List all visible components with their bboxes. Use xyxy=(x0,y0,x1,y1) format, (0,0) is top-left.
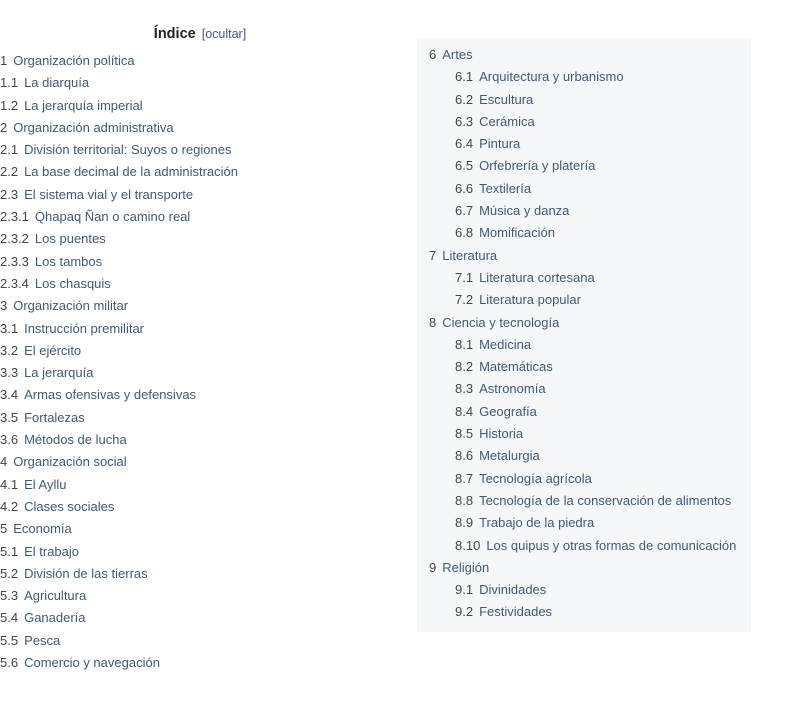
toc-text[interactable]: Instrucción premilitar xyxy=(24,320,145,336)
toc-item[interactable] xyxy=(0,117,400,139)
toc-number: 6.8 xyxy=(455,225,474,241)
toc-text[interactable]: División territorial: Suyos o regiones xyxy=(24,142,232,158)
toc-number: 7.2 xyxy=(455,292,474,308)
toc-link[interactable] xyxy=(0,298,128,313)
toc-number: 8.3 xyxy=(455,381,474,397)
toc-link[interactable] xyxy=(429,248,497,263)
toc-link[interactable] xyxy=(455,69,624,84)
toc-number: 6.3 xyxy=(455,113,474,129)
toc-item[interactable] xyxy=(417,579,751,601)
toc-text[interactable]: Ciencia y tecnología xyxy=(442,314,560,330)
toc-link[interactable] xyxy=(455,604,552,619)
toc-item[interactable] xyxy=(417,535,751,557)
toc-text[interactable]: Los quipus y otras formas de comunicación xyxy=(486,537,737,553)
toc-link[interactable] xyxy=(455,515,594,530)
toc-text[interactable]: Cerámica xyxy=(479,113,535,129)
toc-text[interactable]: Pintura xyxy=(479,136,521,152)
toc-number: 3.3 xyxy=(0,365,19,381)
toc-number: 9 xyxy=(429,559,437,575)
toc-text[interactable]: Medicina xyxy=(479,336,532,352)
toc-number: 8.5 xyxy=(455,426,474,442)
toc-text[interactable]: Literatura popular xyxy=(479,292,581,308)
toc-link[interactable] xyxy=(0,120,174,135)
toc-item[interactable] xyxy=(417,601,751,623)
toc-column-left xyxy=(0,48,400,674)
toc-number: 6.1 xyxy=(455,69,474,85)
toc-item[interactable] xyxy=(0,362,400,384)
toc-link[interactable] xyxy=(455,225,555,240)
toc-link[interactable] xyxy=(455,158,595,173)
toc-item[interactable] xyxy=(0,518,400,540)
toc-number: 8.6 xyxy=(455,448,474,464)
toc-item[interactable] xyxy=(0,72,400,94)
toc-link[interactable] xyxy=(429,560,489,575)
toc-text[interactable]: Armas ofensivas y defensivas xyxy=(24,387,197,403)
toc-number: 8.7 xyxy=(455,470,474,486)
toc-link[interactable] xyxy=(455,538,736,553)
toc-item[interactable] xyxy=(0,407,400,429)
toc-link[interactable] xyxy=(0,343,81,358)
toc-number: 8.10 xyxy=(455,537,481,553)
toc-text[interactable]: Ganadería xyxy=(24,610,86,626)
toc-toggle-link[interactable]: ocultar xyxy=(205,27,243,41)
toc-link[interactable] xyxy=(0,432,127,447)
toc-number: 6.7 xyxy=(455,203,474,219)
toc-text[interactable]: Organización social xyxy=(13,454,127,470)
toc-link[interactable] xyxy=(0,209,190,224)
toc-link[interactable] xyxy=(455,582,546,597)
toc-number: 8.2 xyxy=(455,359,474,375)
toc-item[interactable] xyxy=(0,541,400,563)
toc-link[interactable] xyxy=(455,493,731,508)
toc-number: 3.4 xyxy=(0,387,19,403)
toc-link[interactable] xyxy=(455,404,537,419)
toc-item[interactable] xyxy=(0,630,400,652)
toc-item[interactable] xyxy=(0,295,400,317)
toc-text[interactable]: Arquitectura y urbanismo xyxy=(479,69,624,85)
toc-item[interactable] xyxy=(0,161,400,183)
toc-item[interactable] xyxy=(417,267,751,289)
toc-link[interactable] xyxy=(0,98,143,113)
toc-link[interactable] xyxy=(0,521,72,536)
toc-text[interactable]: El sistema vial y el transporte xyxy=(24,186,194,202)
toc-text[interactable]: Organización militar xyxy=(13,298,129,314)
toc-text[interactable]: Divinidades xyxy=(479,582,547,598)
toc-text[interactable]: Textilería xyxy=(479,180,532,196)
toc-link[interactable] xyxy=(0,142,231,157)
toc-link[interactable] xyxy=(0,610,86,625)
toc-text[interactable]: División de las tierras xyxy=(24,565,148,581)
toc-link[interactable] xyxy=(0,365,93,380)
toc-link[interactable] xyxy=(455,136,520,151)
toc-text[interactable]: Comercio y navegación xyxy=(24,655,160,671)
toc-link[interactable] xyxy=(0,544,79,559)
toc-toggle-close-bracket: ] xyxy=(242,27,247,41)
toc-item[interactable] xyxy=(0,384,400,406)
toc-text[interactable]: Literatura cortesana xyxy=(479,269,595,285)
toc-item[interactable] xyxy=(417,155,751,177)
toc-text[interactable]: Tecnología agrícola xyxy=(479,470,592,486)
toc-item[interactable] xyxy=(417,490,751,512)
toc-item[interactable] xyxy=(0,340,400,362)
toc-item[interactable] xyxy=(0,206,400,228)
toc-number: 5 xyxy=(0,521,8,537)
toc-item[interactable] xyxy=(0,451,400,473)
toc-link[interactable] xyxy=(0,276,111,291)
page-title: Índice xyxy=(153,26,196,42)
toc-text[interactable]: Historia xyxy=(479,426,524,442)
toc-item[interactable] xyxy=(417,289,751,311)
toc-item[interactable] xyxy=(0,496,400,518)
toc-number: 3.2 xyxy=(0,342,19,358)
toc-link[interactable] xyxy=(0,254,102,269)
toc-number: 3.1 xyxy=(0,320,19,336)
toc-text[interactable]: Organización administrativa xyxy=(13,119,174,135)
toc-link[interactable] xyxy=(0,566,148,581)
toc-text[interactable]: Tecnología de la conservación de alimentos xyxy=(479,492,732,508)
toc-item[interactable] xyxy=(0,585,400,607)
toc-text[interactable]: Clases sociales xyxy=(24,498,115,514)
toc-number: 6.6 xyxy=(455,180,474,196)
toc-number: 1.2 xyxy=(0,97,19,113)
toc-number: 6 xyxy=(429,47,437,62)
toc-text[interactable]: Festividades xyxy=(479,604,553,620)
toc-link[interactable] xyxy=(0,588,86,603)
toc-item[interactable] xyxy=(417,245,751,267)
toc-list-right xyxy=(417,44,751,624)
toc-number: 8 xyxy=(429,314,437,330)
toc-text[interactable]: Astronomía xyxy=(479,381,546,397)
toc-number: 5.4 xyxy=(0,610,19,626)
toc-item[interactable] xyxy=(0,652,400,674)
toc-item[interactable] xyxy=(0,474,400,496)
toc-number: 7 xyxy=(429,247,437,263)
toc-link[interactable] xyxy=(455,92,533,107)
toc-item[interactable] xyxy=(417,133,751,155)
toc-item[interactable] xyxy=(417,378,751,400)
toc-item[interactable] xyxy=(417,66,751,88)
toc-item[interactable] xyxy=(417,222,751,244)
toc-text[interactable]: Pesca xyxy=(24,632,61,648)
toc-item[interactable] xyxy=(0,184,400,206)
toc-text[interactable]: Trabajo de la piedra xyxy=(479,515,595,531)
toc-item[interactable] xyxy=(417,512,751,534)
toc-item[interactable] xyxy=(0,318,400,340)
toc-number: 7.1 xyxy=(455,269,474,285)
toc-text[interactable]: Artes xyxy=(442,47,473,62)
toc-link[interactable] xyxy=(0,387,196,402)
toc-text[interactable]: Música y danza xyxy=(479,203,570,219)
toc-number: 3 xyxy=(0,298,8,314)
toc-item[interactable] xyxy=(0,50,400,72)
toc-item[interactable] xyxy=(417,178,751,200)
toc-link[interactable] xyxy=(429,315,559,330)
toc-text[interactable]: Métodos de lucha xyxy=(24,432,127,448)
toc-number: 2.3.3 xyxy=(0,253,29,269)
toc-number: 5.6 xyxy=(0,655,19,671)
toc-item[interactable] xyxy=(0,429,400,451)
toc-text[interactable]: La jerarquía xyxy=(24,365,94,381)
toc-number: 6.5 xyxy=(455,158,474,174)
toc-text[interactable]: Organización política xyxy=(13,53,135,68)
toc-text[interactable]: Los chasquis xyxy=(34,275,111,291)
toc-link[interactable] xyxy=(455,381,546,396)
toc-number: 5.5 xyxy=(0,632,19,648)
toc-link[interactable] xyxy=(455,203,569,218)
toc-text[interactable]: Economía xyxy=(13,521,72,537)
toc-number: 8.4 xyxy=(455,403,474,419)
toc-item[interactable] xyxy=(417,401,751,423)
toc-number: 2.3.4 xyxy=(0,275,29,291)
toc-item[interactable] xyxy=(0,139,400,161)
toc-link[interactable] xyxy=(0,477,66,492)
toc-link[interactable] xyxy=(0,231,106,246)
toc-number: 8.1 xyxy=(455,336,474,352)
toc-text[interactable]: El trabajo xyxy=(24,543,79,559)
toc-link[interactable] xyxy=(0,75,89,90)
toc-number: 4.1 xyxy=(0,476,19,492)
toc-link[interactable] xyxy=(455,270,595,285)
toc-list-left xyxy=(0,50,400,674)
toc-number: 2.2 xyxy=(0,164,19,180)
toc-number: 8.8 xyxy=(455,492,474,508)
toc-item[interactable] xyxy=(417,111,751,133)
toc-number: 2.3.2 xyxy=(0,231,29,247)
toc-text[interactable]: Momificación xyxy=(479,225,555,241)
toc-item[interactable] xyxy=(417,312,751,334)
toc-number: 2.1 xyxy=(0,142,19,158)
toc-item[interactable] xyxy=(417,89,751,111)
toc-number: 6.4 xyxy=(455,136,474,152)
toc-number: 5.2 xyxy=(0,565,19,581)
toc-number: 8.9 xyxy=(455,515,474,531)
toc-link[interactable] xyxy=(0,454,127,469)
toc-text[interactable]: Los tambos xyxy=(34,253,103,269)
toc-text[interactable]: Orfebrería y platería xyxy=(479,158,596,174)
toc-item[interactable] xyxy=(417,356,751,378)
toc-link[interactable] xyxy=(0,53,135,68)
toc-item[interactable] xyxy=(0,607,400,629)
toc-link[interactable] xyxy=(455,337,531,352)
toc-link[interactable] xyxy=(455,471,592,486)
toc-text[interactable]: Agricultura xyxy=(24,588,87,604)
toc-link[interactable] xyxy=(0,187,193,202)
toc-item[interactable] xyxy=(417,334,751,356)
toc-link[interactable] xyxy=(455,114,535,129)
toc-number: 9.1 xyxy=(455,582,474,598)
toc-item[interactable] xyxy=(417,44,751,66)
toc-item[interactable] xyxy=(417,423,751,445)
toc-item[interactable] xyxy=(0,228,400,250)
toc-text[interactable]: Escultura xyxy=(479,91,534,107)
toc-number: 6.2 xyxy=(455,91,474,107)
toc-toggle-open-bracket: [ xyxy=(201,27,206,41)
toc-text[interactable]: La base decimal de la administración xyxy=(24,164,238,180)
toc-number: 2 xyxy=(0,119,8,135)
toc-number: 1 xyxy=(0,53,8,68)
toc-link[interactable] xyxy=(429,47,473,62)
toc-text[interactable]: Fortalezas xyxy=(24,409,85,425)
toc-number: 5.3 xyxy=(0,588,19,604)
toc-item[interactable] xyxy=(417,557,751,579)
toc-link[interactable] xyxy=(0,164,238,179)
toc-item[interactable] xyxy=(0,273,400,295)
toc-number: 9.2 xyxy=(455,604,474,620)
toc-item[interactable] xyxy=(0,95,400,117)
toc-number: 2.3.1 xyxy=(0,209,29,225)
toc-title-bar xyxy=(0,26,400,42)
toc-text[interactable]: La jerarquía imperial xyxy=(24,97,143,113)
toc-text[interactable]: El ejército xyxy=(24,342,82,358)
toc-link[interactable] xyxy=(455,359,553,374)
toc-link[interactable] xyxy=(0,410,85,425)
toc-link[interactable] xyxy=(0,655,160,670)
toc-text[interactable]: Literatura xyxy=(442,247,498,263)
toc-number: 3.6 xyxy=(0,432,19,448)
toc-text[interactable]: Qhapaq Ñan o camino real xyxy=(34,209,191,225)
toc-text[interactable]: Geografía xyxy=(479,403,537,419)
toc-link[interactable] xyxy=(0,633,60,648)
toc-item[interactable] xyxy=(417,468,751,490)
toc-number: 2.3 xyxy=(0,186,19,202)
toc-text[interactable]: Metalurgia xyxy=(479,448,540,464)
toc-item[interactable] xyxy=(0,563,400,585)
toc-toggle[interactable] xyxy=(202,27,247,41)
toc-text[interactable]: La diarquía xyxy=(24,75,90,91)
toc-link[interactable] xyxy=(455,181,531,196)
toc-link[interactable] xyxy=(455,448,540,463)
toc-number: 5.1 xyxy=(0,543,19,559)
toc-column-right xyxy=(417,38,751,632)
toc-number: 3.5 xyxy=(0,409,19,425)
toc-link[interactable] xyxy=(0,321,144,336)
toc-item[interactable] xyxy=(0,251,400,273)
toc-link[interactable] xyxy=(455,426,523,441)
toc-link[interactable] xyxy=(455,292,581,307)
toc-text[interactable]: Matemáticas xyxy=(479,359,553,375)
toc-link[interactable] xyxy=(0,499,114,514)
toc-text[interactable]: Religión xyxy=(442,559,490,575)
toc-text[interactable]: El Ayllu xyxy=(24,476,67,492)
toc-item[interactable] xyxy=(417,200,751,222)
toc-number: 1.1 xyxy=(0,75,19,91)
toc-item[interactable] xyxy=(417,445,751,467)
toc-number: 4.2 xyxy=(0,498,19,514)
toc-number: 4 xyxy=(0,454,8,470)
toc-text[interactable]: Los puentes xyxy=(34,231,106,247)
